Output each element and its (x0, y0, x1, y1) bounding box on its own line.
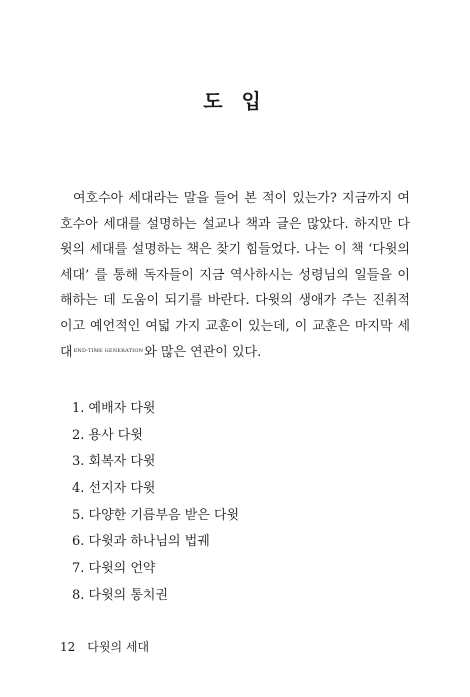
list-item: 1. 예배자 다윗 (72, 401, 156, 416)
list-item: 6. 다윗과 하나님의 법궤 (72, 534, 210, 550)
list-item: 4. 선지자 다윗 (72, 481, 156, 497)
list-item: 8. 다윗의 통치권 (72, 587, 169, 603)
intro-text-after: 와 많은 연관이 있다. (144, 345, 262, 360)
lesson-list (72, 396, 239, 610)
intro-paragraph (60, 186, 410, 366)
intro-text-before: 여호수아 세대라는 말을 들어 본 적이 있는가? 지금까지 여호수아 세대를 설명하는 설교나 책과 글은 많았다. 하지만 다윗의 세대를 설명하는 책은 찾기 힘들었다. 나는 이 책 ‘다윗의 세대’ 를 통해 독자들이 지금 역사하시는 성령님의 일들을 이해하는 데 도움이 되기를 바란다. 다윗의 생애가 주는 진취적이고 예언적인 여덟 가지 교훈이 있는데, 이 교훈은 마지막 세대 (60, 191, 410, 360)
list-item: 2. 용사 다윗 (72, 427, 143, 443)
page-footer (60, 638, 149, 656)
list-item: 7. 다윗의 언약 (72, 561, 156, 577)
page-number: 12 (60, 640, 76, 654)
list-item: 5. 다양한 기름부음 받은 다윗 (72, 507, 240, 523)
list-item: 3. 회복자 다윗 (72, 454, 156, 470)
chapter-title: 도 입 (203, 89, 267, 114)
end-time-generation-annotation: END-TIME GENERATION (73, 348, 144, 354)
running-title: 다윗의 세대 (87, 640, 150, 654)
